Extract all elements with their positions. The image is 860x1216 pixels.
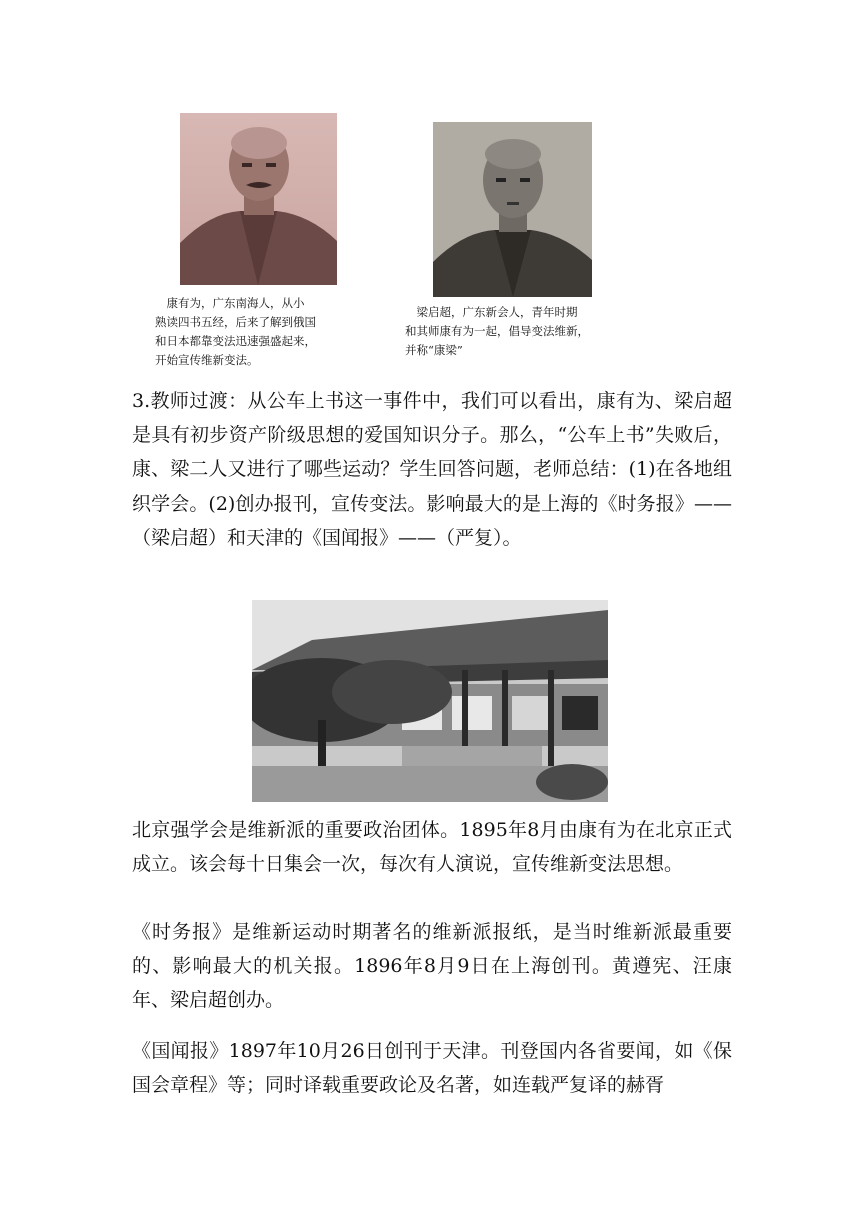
beijing-qiangxuehui-building-photo xyxy=(252,600,608,802)
kang-youwei-caption: 康有为，广东南海人，从小 熟读四书五经，后来了解到俄国 和日本都靠变法迅速强盛起来， 开始宣传维新变法。 xyxy=(155,296,316,367)
portrait-liang-qichao-photo xyxy=(433,122,592,297)
guowenbao-paragraph: 《国闻报》1897年10月26日创刊于天津。刊登国内各省要闻，如《保国会章程》等；同时译载重要政论及名著，如连载严复译的赫胥 xyxy=(132,1040,732,1097)
teacher-transition-paragraph: 3.教师过渡：从公车上书这一事件中，我们可以看出，康有为、梁启超是具有初步资产阶级思想的爱国知识分子。那么，“公车上书”失败后，康、梁二人又进行了哪些运动？学生回答问题，老师总结：(1)在各地组织学会。(2)创办报刊，宣传变法。影响最大的是上海的《时务报》——（梁启超）和天津的《国闻报》——（严复）。 xyxy=(132,390,732,549)
portrait-kang-youwei-photo xyxy=(180,113,337,285)
qiangxuehui-paragraph: 北京强学会是维新派的重要政治团体。1895年8月由康有为在北京正式成立。该会每十日集会一次，每次有人演说，宣传维新变法思想。 xyxy=(132,819,732,876)
shiwubao-paragraph: 《时务报》是维新运动时期著名的维新派报纸，是当时维新派最重要的、影响最大的机关报。1896年8月9日在上海创刊。黄遵宪、汪康年、梁启超创办。 xyxy=(132,921,732,1012)
liang-qichao-caption: 梁启超，广东新会人，青年时期 和其师康有为一起，倡导变法维新， 并称“康梁” xyxy=(405,305,589,357)
